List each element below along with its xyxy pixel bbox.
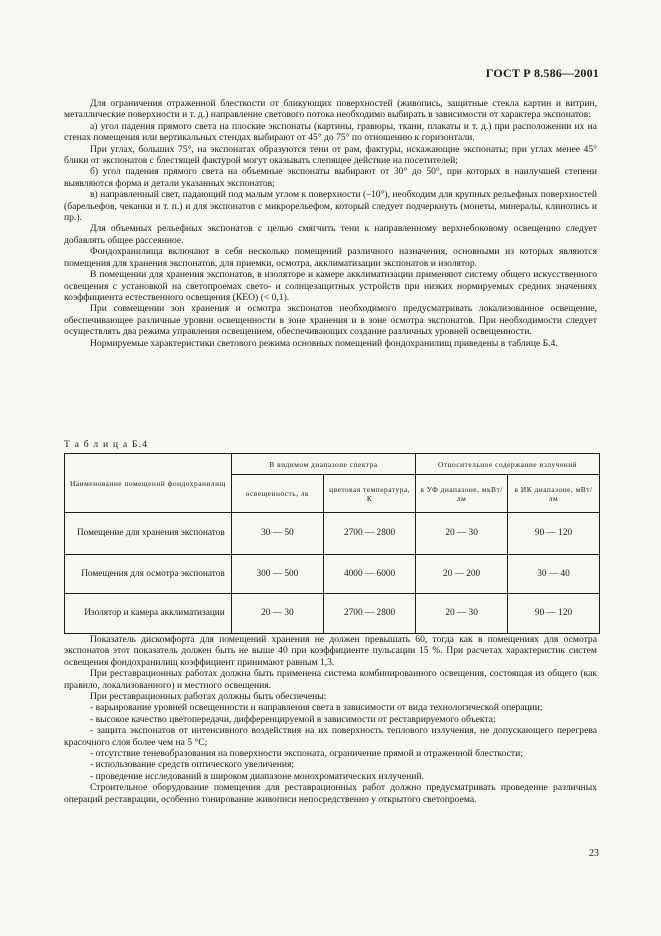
standard-header: ГОСТ Р 8.586—2001 — [485, 66, 599, 80]
cell-uv: 20 — 200 — [416, 555, 508, 594]
paragraph: Фондохранилища включают в себя несколько помещений различного назначения, основными из которых являются помещения для хранения экспонатов, для приемки, осмотра, акклиматизации экспонатов и изолятор. — [64, 246, 597, 269]
paragraph: В помещении для хранения экспонатов, в изоляторе и камере акклиматизации применяют систему общего искусственного освещения с установкой на светопроемах свето- и солнцезащитных устройств при низких нормируемых средних значениях коэффициента естественного освещения (КЕО) (< 0,1). — [64, 269, 597, 303]
room-name: Помещения для осмотра экспонатов — [65, 555, 232, 594]
header-room: Наименование помещений фондохранилищ — [65, 454, 232, 513]
table-row — [65, 555, 600, 594]
header-uv: в УФ диапазоне, мкВт/лм — [416, 475, 508, 513]
cell-ir: 90 — 120 — [508, 594, 600, 634]
paragraph: При реставрационных работах должны быть обеспечены: — [90, 691, 327, 703]
paragraph: в) направленный свет, падающий под малым углом к поверхности (–10°), необходим для крупных рельефных поверхностей (барельефов, чеканки и т. п.) и для экспонатов с микрорельефом, который следует подчеркнуть (монеты, минералы, клинопись и пр.). — [64, 189, 597, 224]
paragraph: Показатель дискомфорта для помещений хранения не должен превышать 60, тогда как в помещениях для осмотра экспонатов этот показатель должен быть не выше 40 при коэффициенте пульсации 15 %. При расчетах характеристик систем освещения фондохранилищ коэффициент принимают равным 1,3. — [64, 634, 597, 668]
paragraph: При реставрационных работах должна быть применена система комбинированного освещения, состоящая из общего (как правило, локализованного) и местного освещения. — [64, 668, 597, 691]
paragraph: При совмещении зон хранения и осмотра экспонатов необходимого предусматривать локализованное освещение, обеспечивающее различные уровни освещенности в зоне хранения и в зоне осмотра экспонатов. При необходимости следует осуществлять два режима управления освещением, обеспечивающих создание различных уровней освещенности. — [64, 303, 597, 338]
table-row — [65, 513, 600, 555]
page-number: 23 — [589, 848, 599, 859]
header-relative-group: Относительное содержание излучений — [416, 454, 600, 475]
header-color-temp: цветовая температура, К — [324, 475, 416, 513]
header-visible-group: В видимом диапазоне спектра — [231, 454, 415, 475]
paragraph: При углах, больших 75°, на экспонатах образуются тени от рам, фактуры, искажающие экспонаты; при углах менее 45° блики от экспонатов с блестящей фактурой могут оказывать слепящее действие на посетителей; — [64, 143, 597, 167]
list-item: - защита экспонатов от интенсивного воздействия на их поверхность теплового излучения, не допускающего перегрева красочного слоя более чем на 5 °С; — [64, 725, 597, 748]
cell-illuminance: 300 — 500 — [231, 555, 323, 594]
paragraph: а) угол падения прямого света на плоские экспонаты (картины, гравюры, ткани, плакаты и т. д.) при расположении их на стенах помещения или вертикальных стендах выбирают от 45° до 75° по отношению к горизонтали. — [64, 120, 597, 144]
paragraph: Для объемных рельефных экспонатов с целью смягчить тени к направленному верхнебоковому освещению следует добавлять общее рассеянное. — [64, 223, 597, 246]
room-name: Помещение для хранения экспонатов — [65, 513, 232, 555]
list-item: - варьирование уровней освещенности и направления света в зависимости от вида технологической операции; — [90, 702, 543, 714]
paragraph: Нормируемые характеристики светового режима основных помещений фондохранилищ приведены в таблице Б.4. — [90, 337, 558, 349]
table-row — [65, 594, 600, 634]
cell-uv: 20 — 30 — [416, 513, 508, 555]
list-item: - использование средств оптического увеличения; — [90, 759, 295, 771]
cell-color-temp: 2700 — 2800 — [324, 513, 416, 555]
body-text-top — [64, 98, 597, 349]
body-text-bottom — [64, 634, 597, 805]
header-ir: в ИК диапазоне, мВт/лм — [508, 475, 600, 513]
cell-illuminance: 30 — 50 — [231, 513, 323, 555]
cell-illuminance: 20 — 30 — [231, 594, 323, 634]
cell-ir: 90 — 120 — [508, 513, 600, 555]
paragraph: б) угол падения прямого света на объемные экспонаты выбирают от 30° до 50°, при которых в наилучшей степени выявляются форма и детали указанных экспонатов; — [64, 166, 597, 189]
paragraph: Для ограничения отраженной блесткости от бликующих поверхностей (живопись, защитные стекла картин и витрин, металлические поверхности и т. д.) направление светового потока необходимо выбирать в зависимости от характера экспонатов: — [64, 98, 597, 121]
cell-color-temp: 2700 — 2800 — [324, 594, 416, 634]
cell-uv: 20 — 30 — [416, 594, 508, 634]
table-caption: Т а б л и ц а Б.4 — [64, 439, 149, 450]
room-name: Изолятор и камера акклиматизации — [65, 594, 232, 634]
header-illuminance: освещенность, лк — [231, 475, 323, 513]
lighting-table — [64, 453, 600, 634]
list-item: - отсутствие теневобразования на поверхности экспоната, ограничение прямой и отраженной блесткости; — [90, 748, 523, 760]
list-item: - высокое качество цветопередачи, дифференцируемой в зависимости от реставрируемого объекта; — [90, 713, 496, 725]
cell-ir: 30 — 40 — [508, 555, 600, 594]
list-item: - проведение исследований в широком диапазоне монохроматических излучений. — [90, 770, 424, 782]
cell-color-temp: 4000 — 6000 — [324, 555, 416, 594]
paragraph: Строительное оборудование помещения для реставрационных работ должно предусматривать проведение различных операций реставрации, особенно тонирование живописи непосредственно у открытого светопроема. — [64, 782, 597, 805]
